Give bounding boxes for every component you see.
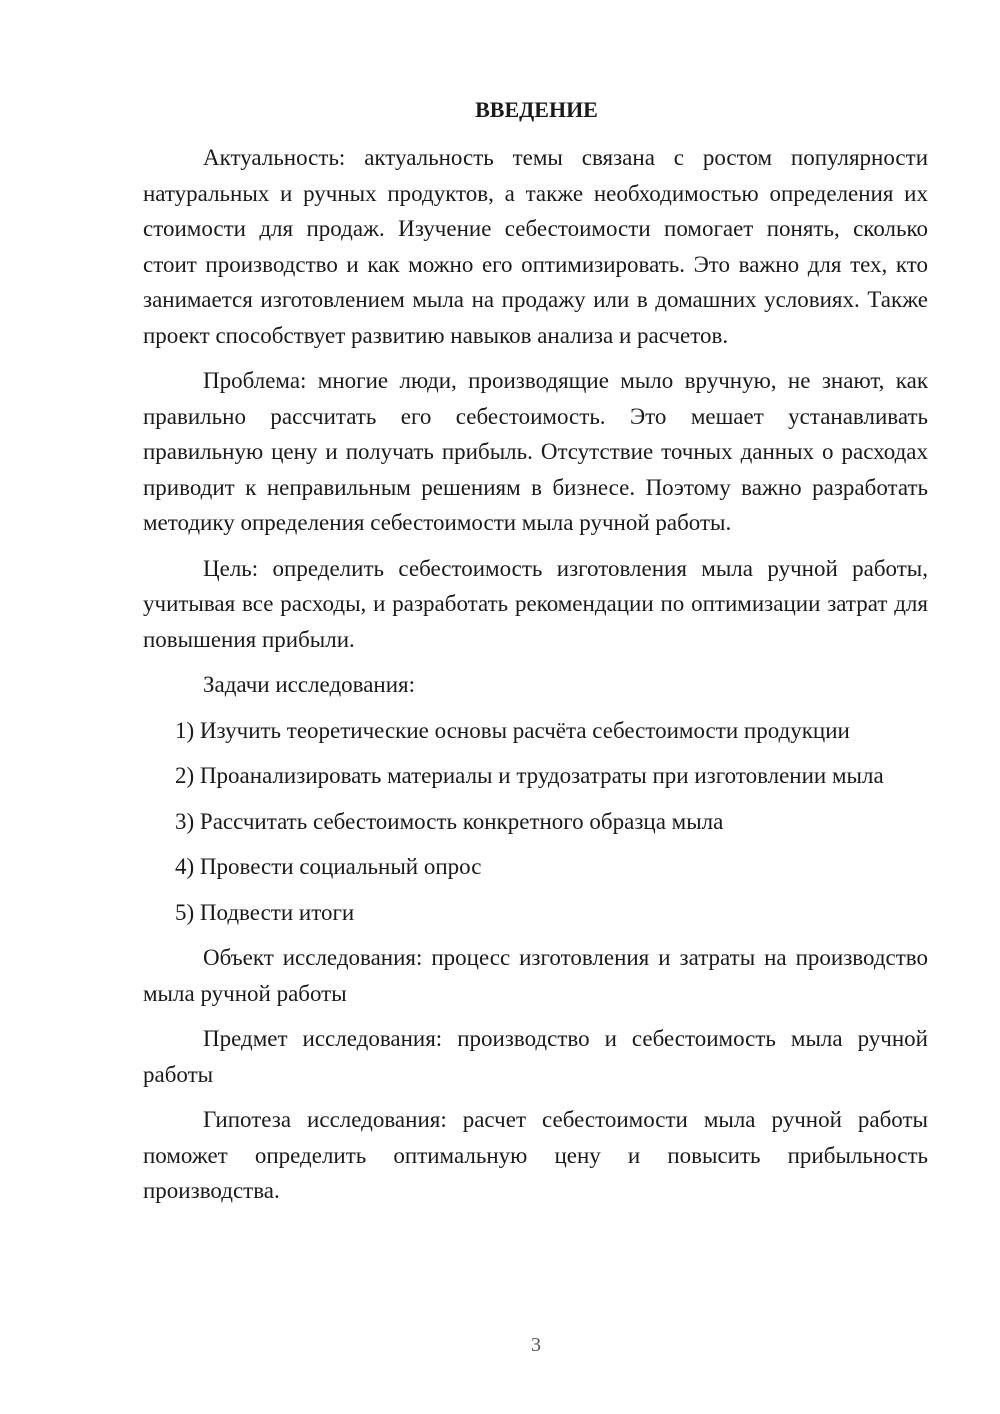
section-title: ВВЕДЕНИЕ <box>475 97 598 122</box>
relevance-paragraph: Актуальность: актуальность темы связана с ростом популярности натуральных и ручных продуктов, а также необходимостью определения их стоимости для продаж. Изучение себестоимости помогает понять, сколько стоит производство и как можно его оптимизировать. Это важно для тех, кто занимается изготовлением мыла на продажу или в домашних условиях. Также проект способствует развитию навыков анализа и расчетов. <box>143 145 928 348</box>
subject-paragraph: Предмет исследования: производство и себестоимость мыла ручной работы <box>143 1026 928 1087</box>
list-item: 1) Изучить теоретические основы расчёта себестоимости продукции <box>175 717 850 743</box>
list-item: 2) Проанализировать материалы и трудозатраты при изготовлении мыла <box>175 763 884 788</box>
problem-paragraph: Проблема: многие люди, производящие мыло вручную, не знают, как правильно рассчитать его себестоимость. Это мешает устанавливать правильную цену и получать прибыль. Отсутствие точных данных о расходах приводит к неправильным решениям в бизнесе. Поэтому важно разработать методику определения себестоимости мыла ручной работы. <box>143 368 928 535</box>
list-item: 4) Провести социальный опрос <box>175 854 482 879</box>
list-item: 3) Рассчитать себестоимость конкретного образца мыла <box>175 808 724 834</box>
list-item: 5) Подвести итоги <box>175 899 355 925</box>
document-page <box>143 92 928 1219</box>
tasks-list <box>143 713 928 931</box>
hypothesis-paragraph: Гипотеза исследования: расчет себестоимости мыла ручной работы поможет определить оптимальную цену и повысить прибыльность производства. <box>143 1107 928 1203</box>
page-number: 3 <box>531 1334 541 1356</box>
object-paragraph: Объект исследования: процесс изготовления и затраты на производство мыла ручной работы <box>143 945 928 1006</box>
goal-paragraph: Цель: определить себестоимость изготовления мыла ручной работы, учитывая все расходы, и разработать рекомендации по оптимизации затрат для повышения прибыли. <box>143 555 928 652</box>
tasks-heading: Задачи исследования: <box>203 672 416 697</box>
